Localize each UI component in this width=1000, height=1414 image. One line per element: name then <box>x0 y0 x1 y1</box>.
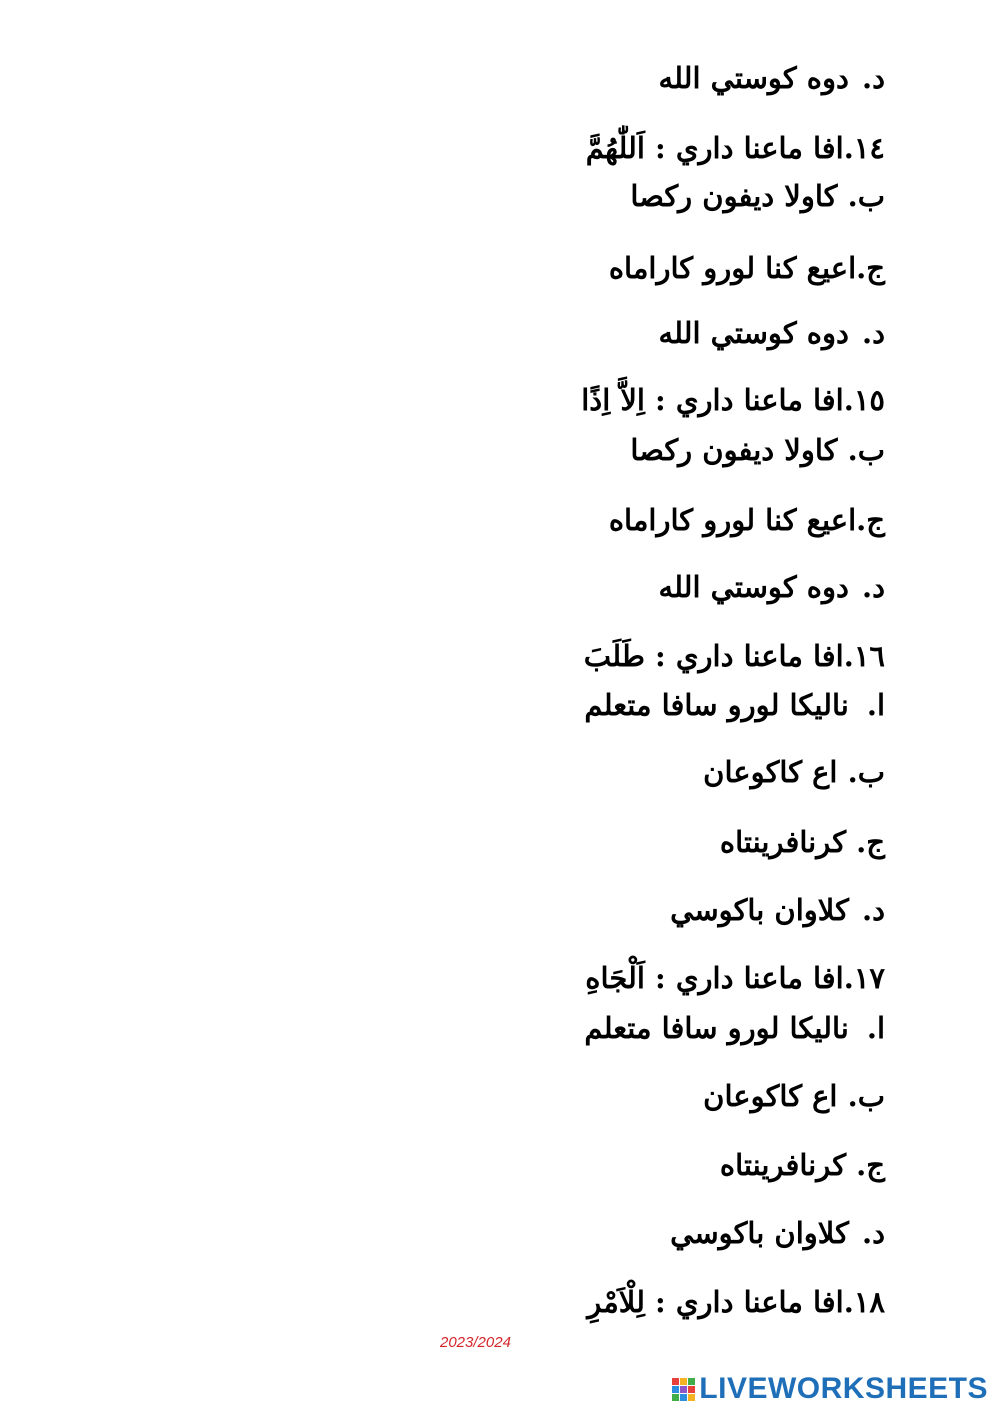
option-line <box>630 430 885 470</box>
option-marker: ب. <box>847 755 885 789</box>
question-line <box>587 1282 885 1322</box>
question-text: افا ماعنا داري : لِلْاَمْرِ <box>587 1285 844 1319</box>
option-marker: د. <box>861 61 885 95</box>
option-text: ناليکا لورو سافا متعلم <box>584 688 849 722</box>
question-text: افا ماعنا داري : اَللّٰهُمَّ <box>585 131 844 165</box>
option-text: کرنافرينتاه <box>719 1148 847 1182</box>
option-marker: د. <box>861 570 885 604</box>
option-line <box>659 313 885 353</box>
option-marker: ا. <box>866 1011 885 1045</box>
option-text: دوه کوستي الله <box>658 316 849 350</box>
option-line <box>659 567 885 607</box>
option-text: ناليکا لورو سافا متعلم <box>584 1011 849 1045</box>
question-number: ١٨. <box>843 1285 885 1319</box>
option-text: دوه کوستي الله <box>658 61 849 95</box>
option-line <box>630 176 885 216</box>
question-text: افا ماعنا داري : اَلْجَاهِ <box>585 961 844 995</box>
question-number: ١٦. <box>843 639 885 673</box>
option-text: کرنافرينتاه <box>719 825 847 859</box>
option-marker: ب. <box>847 179 885 213</box>
option-marker: د. <box>861 316 885 350</box>
question-number: ١٧. <box>843 961 885 995</box>
option-line <box>584 1008 885 1048</box>
option-text: کاولا ديفون رکصا <box>630 179 838 213</box>
question-text: افا ماعنا داري : طَلَبَ <box>583 639 844 673</box>
option-text: کلاوان باکوسي <box>670 893 849 927</box>
question-line <box>585 958 885 998</box>
option-text: اعيع کنا لورو کاراماه <box>608 503 857 537</box>
option-text: اع کاکوعان <box>703 755 838 789</box>
question-number: ١٥. <box>843 383 885 417</box>
option-line <box>703 752 885 792</box>
option-marker: ا. <box>866 688 885 722</box>
option-line <box>659 58 885 98</box>
option-line <box>609 500 885 540</box>
option-marker: ج. <box>856 503 885 537</box>
option-marker: د. <box>861 893 885 927</box>
option-line <box>670 890 885 930</box>
question-line <box>584 636 885 676</box>
option-line <box>703 1076 885 1116</box>
option-line <box>609 248 885 288</box>
option-line <box>584 685 885 725</box>
option-marker: ج. <box>856 825 885 859</box>
option-marker: ب. <box>847 1079 885 1113</box>
option-text: کاولا ديفون رکصا <box>630 433 838 467</box>
option-text: اع کاکوعان <box>703 1079 838 1113</box>
option-marker: ج. <box>856 251 885 285</box>
option-marker: ب. <box>847 433 885 467</box>
liveworksheets-brand[interactable] <box>672 1372 988 1406</box>
option-text: دوه کوستي الله <box>658 570 849 604</box>
option-marker: ج. <box>856 1148 885 1182</box>
liveworksheets-logo-icon <box>672 1375 696 1403</box>
option-marker: د. <box>861 1216 885 1250</box>
question-line <box>581 380 885 420</box>
option-text: اعيع کنا لورو کاراماه <box>608 251 857 285</box>
footer-year: 2023/2024 <box>440 1334 511 1351</box>
question-line <box>586 128 885 168</box>
option-text: کلاوان باکوسي <box>670 1216 849 1250</box>
question-number: ١٤. <box>843 131 885 165</box>
option-line <box>720 822 885 862</box>
brand-name: LIVEWORKSHEETS <box>699 1372 988 1405</box>
question-text: افا ماعنا داري : اِلاَّ اِذًا <box>581 383 844 417</box>
option-line <box>720 1145 885 1185</box>
option-line <box>670 1213 885 1253</box>
